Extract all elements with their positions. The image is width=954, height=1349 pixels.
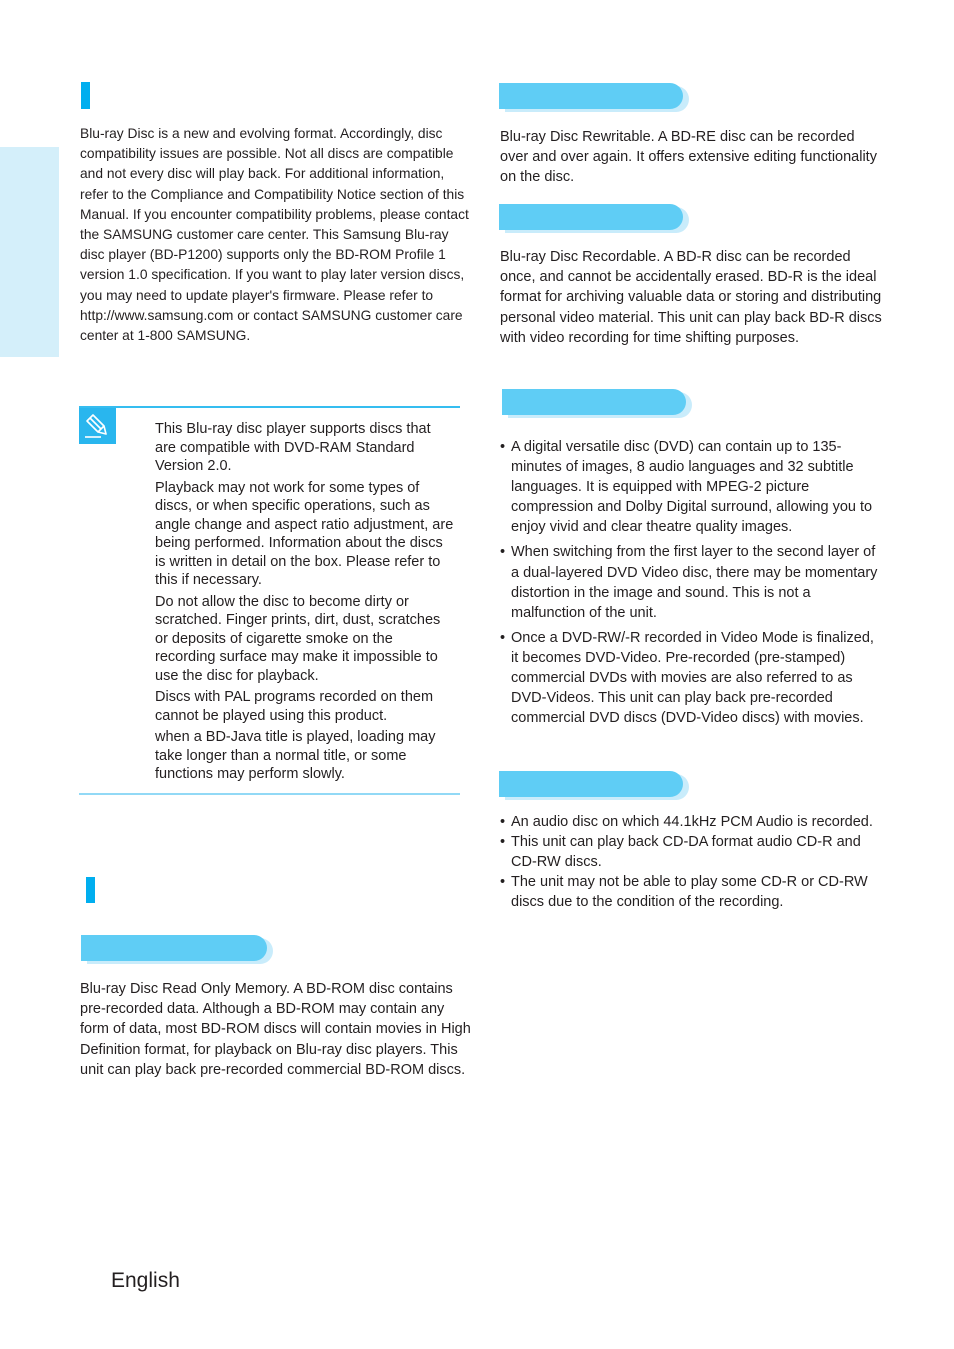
- heading-pill-bd-re: [499, 83, 683, 109]
- list-item: • Once a DVD-RW/-R recorded in Video Mode is finalized, it becomes DVD-Video. Pre-recorded (pre-stamped) commercial DVDs with movies are also referred to as DVD-Videos. This unit can play back pre-recorded commercial DVD discs (DVD-Video discs) with movies.: [500, 628, 885, 728]
- heading-pill-audio-cd: [499, 771, 683, 797]
- note-item: Playback may not work for some types of discs, or when specific operations, such as angle change and aspect ratio adjustment, are being performed. Information about the discs is written in detail on the box. Please refer to this if necessary.: [155, 479, 454, 588]
- audio-cd-list: [500, 812, 885, 912]
- list-item: • When switching from the first layer to the second layer of a dual-layered DVD Video disc, there may be momentary distortion in the image and sound. This is not a malfunction of the unit.: [500, 542, 885, 622]
- note-top-rule: [79, 406, 460, 408]
- bd-rom-description: Blu-ray Disc Read Only Memory. A BD-ROM disc contains pre-recorded data. Although a BD-ROM may contain any form of data, most BD-ROM discs will contain movies in High Definition format, for playback on Blu-ray disc players. This unit can play back pre-recorded commercial BD-ROM discs.: [80, 981, 471, 1078]
- note-item: when a BD-Java title is played, loading may take longer than a normal title, or some functions may perform slowly.: [155, 729, 436, 782]
- bd-re-description: Blu-ray Disc Rewritable. A BD-RE disc can be recorded over and over again. It offers extensive editing functionality on the disc.: [500, 129, 877, 186]
- note-list: [155, 420, 455, 787]
- note-bottom-rule: [79, 793, 460, 795]
- list-item: • The unit may not be able to play some CD-R or CD-RW discs due to the condition of the recording.: [500, 872, 885, 912]
- bd-r-description: Blu-ray Disc Recordable. A BD-R disc can be recorded once, and cannot be accidentally erased. BD-R is the ideal format for archiving valuable data or storing and distributing personal video material. This unit can play back BD-R discs with video recording for time shifting purposes.: [500, 249, 882, 346]
- note-item: Discs with PAL programs recorded on them cannot be played using this product.: [155, 689, 434, 724]
- note-item: This Blu-ray disc player supports discs that are compatible with DVD-RAM Standard Version 2.0.: [155, 421, 431, 474]
- heading-pill-dvd-video: [502, 389, 686, 415]
- note-box: [79, 408, 116, 444]
- list-item: • This unit can play back CD-DA format audio CD-R and CD-RW discs.: [500, 832, 885, 872]
- list-item: • A digital versatile disc (DVD) can contain up to 135-minutes of images, 8 audio languages and 32 subtitle languages. It is equipped with MPEG-2 picture compression and Dolby Digital surround, allowing you to enjoy vivid and clear theatre quality images.: [500, 437, 885, 537]
- pencil-note-icon: [79, 408, 116, 444]
- note-item: Do not allow the disc to become dirty or scratched. Finger prints, dirt, dust, scratches or deposits of cigarette smoke on the recording surface may make it impossible to use the disc for playback.: [155, 593, 441, 684]
- side-tab: [0, 147, 59, 357]
- heading-pill-bd-rom: [81, 935, 267, 961]
- footer-language: English: [111, 1269, 180, 1292]
- list-item: • An audio disc on which 44.1kHz PCM Audio is recorded.: [500, 812, 885, 832]
- section-marker-compatibility: [81, 82, 90, 109]
- compatibility-intro: Blu-ray Disc is a new and evolving format. Accordingly, disc compatibility issues are possible. Not all discs are compatible and not every disc will play back. For additional information, refer to the Compliance and Compatibility Notice section of this Manual. If you encounter compatibility problems, please contact the SAMSUNG customer care center. This Samsung Blu-ray disc player (BD-P1200) supports only the BD-ROM Profile 1 version 1.0 specification. If you want to play later version discs, you may need to update player's firmware. Please refer to http://www.samsung.com or contact SAMSUNG customer care center at 1-800 SAMSUNG.: [80, 126, 469, 344]
- heading-pill-bd-r: [499, 204, 683, 230]
- dvd-video-list: [500, 437, 885, 733]
- section-marker-disc-types: [86, 877, 95, 903]
